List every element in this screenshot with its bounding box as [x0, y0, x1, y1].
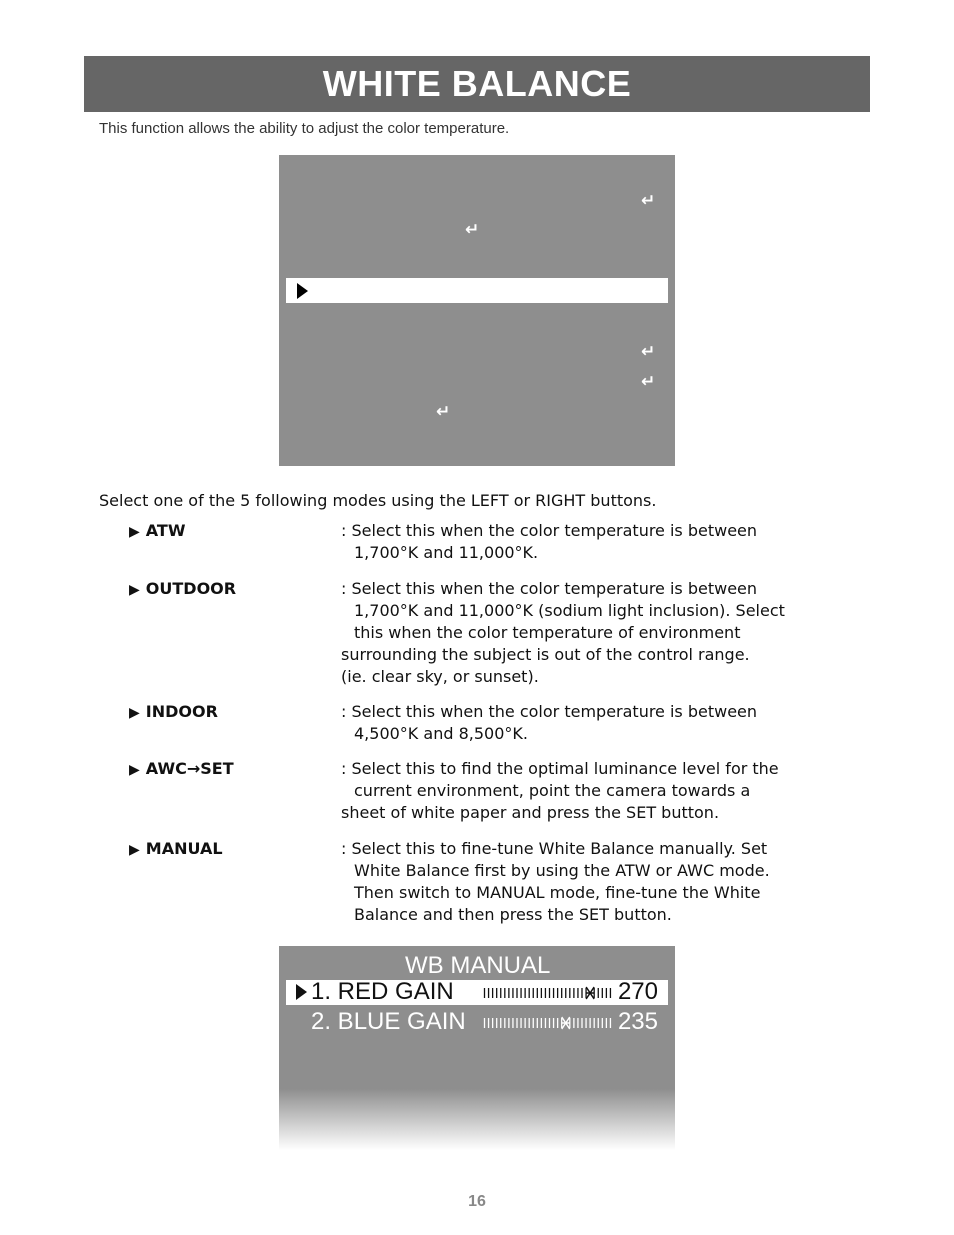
mode-desc-awc-set: : Select this to find the optimal luminance level for the current environment, point the camera towards a sheet of white paper and press the SET button. [341, 759, 779, 822]
wb-row-blue-gain [286, 1010, 668, 1035]
page-number: 16 [468, 1193, 486, 1210]
wb-manual-title: WB MANUAL [405, 952, 551, 979]
enter-icon: ↵ [641, 372, 656, 392]
gauge-marker [562, 1017, 570, 1029]
gauge-marker [586, 987, 594, 999]
mode-desc-outdoor: : Select this when the color temperature is between 1,700°K and 11,000°K (sodium light inclusion). Select this when the color temperature of environment surrounding the subject is out of the control range. (ie. clear sky, or sunset). [341, 579, 785, 686]
wb-manual-osd-screenshot [279, 946, 675, 1150]
wb-label: 1. RED GAIN [311, 978, 454, 1005]
mode-desc-indoor: : Select this when the color temperature is between 4,500°K and 8,500°K. [341, 702, 758, 743]
osd-menu-screenshot [279, 155, 675, 466]
intro-text: This function allows the ability to adjust the color temperature. [99, 120, 510, 137]
osd-selection-bar [286, 278, 668, 303]
bullet-arrow-icon: ▶ [129, 705, 140, 721]
enter-icon: ↵ [641, 191, 656, 211]
wb-value: 270 [617, 978, 658, 1005]
gain-gauge [483, 1016, 613, 1030]
wb-row-red-gain [286, 980, 668, 1005]
mode-desc-manual: : Select this to fine-tune White Balance manually. Set White Balance first by using the ATW or AWC mode. Then switch to MANUAL mode, fine-tune the White Balance and then press the SET button. [341, 839, 770, 924]
wb-value: 235 [617, 1008, 658, 1035]
enter-icon: ↵ [465, 220, 480, 240]
gain-gauge [483, 986, 613, 1000]
mode-term-awc-set: ▶ AWC→SET [129, 759, 234, 778]
wb-label: 2. BLUE GAIN [311, 1008, 466, 1035]
mode-term-outdoor: ▶ OUTDOOR [129, 579, 237, 598]
bullet-arrow-icon: ▶ [129, 762, 140, 778]
page-title: WHITE BALANCE [322, 63, 632, 104]
mode-term-manual: ▶ MANUAL [129, 839, 223, 858]
play-arrow-icon [296, 984, 307, 1000]
page-header [84, 56, 870, 112]
play-arrow-icon [297, 283, 308, 299]
enter-icon: ↵ [436, 402, 451, 422]
enter-icon: ↵ [641, 342, 656, 362]
mode-desc-atw: : Select this when the color temperature is between 1,700°K and 11,000°K. [341, 521, 758, 562]
mode-term-indoor: ▶ INDOOR [129, 702, 218, 721]
bullet-arrow-icon: ▶ [129, 524, 140, 540]
mode-term-atw: ▶ ATW [129, 521, 186, 540]
bullet-arrow-icon: ▶ [129, 582, 140, 598]
bullet-arrow-icon: ▶ [129, 842, 140, 858]
lead-text: Select one of the 5 following modes using the LEFT or RIGHT buttons. [99, 491, 657, 510]
